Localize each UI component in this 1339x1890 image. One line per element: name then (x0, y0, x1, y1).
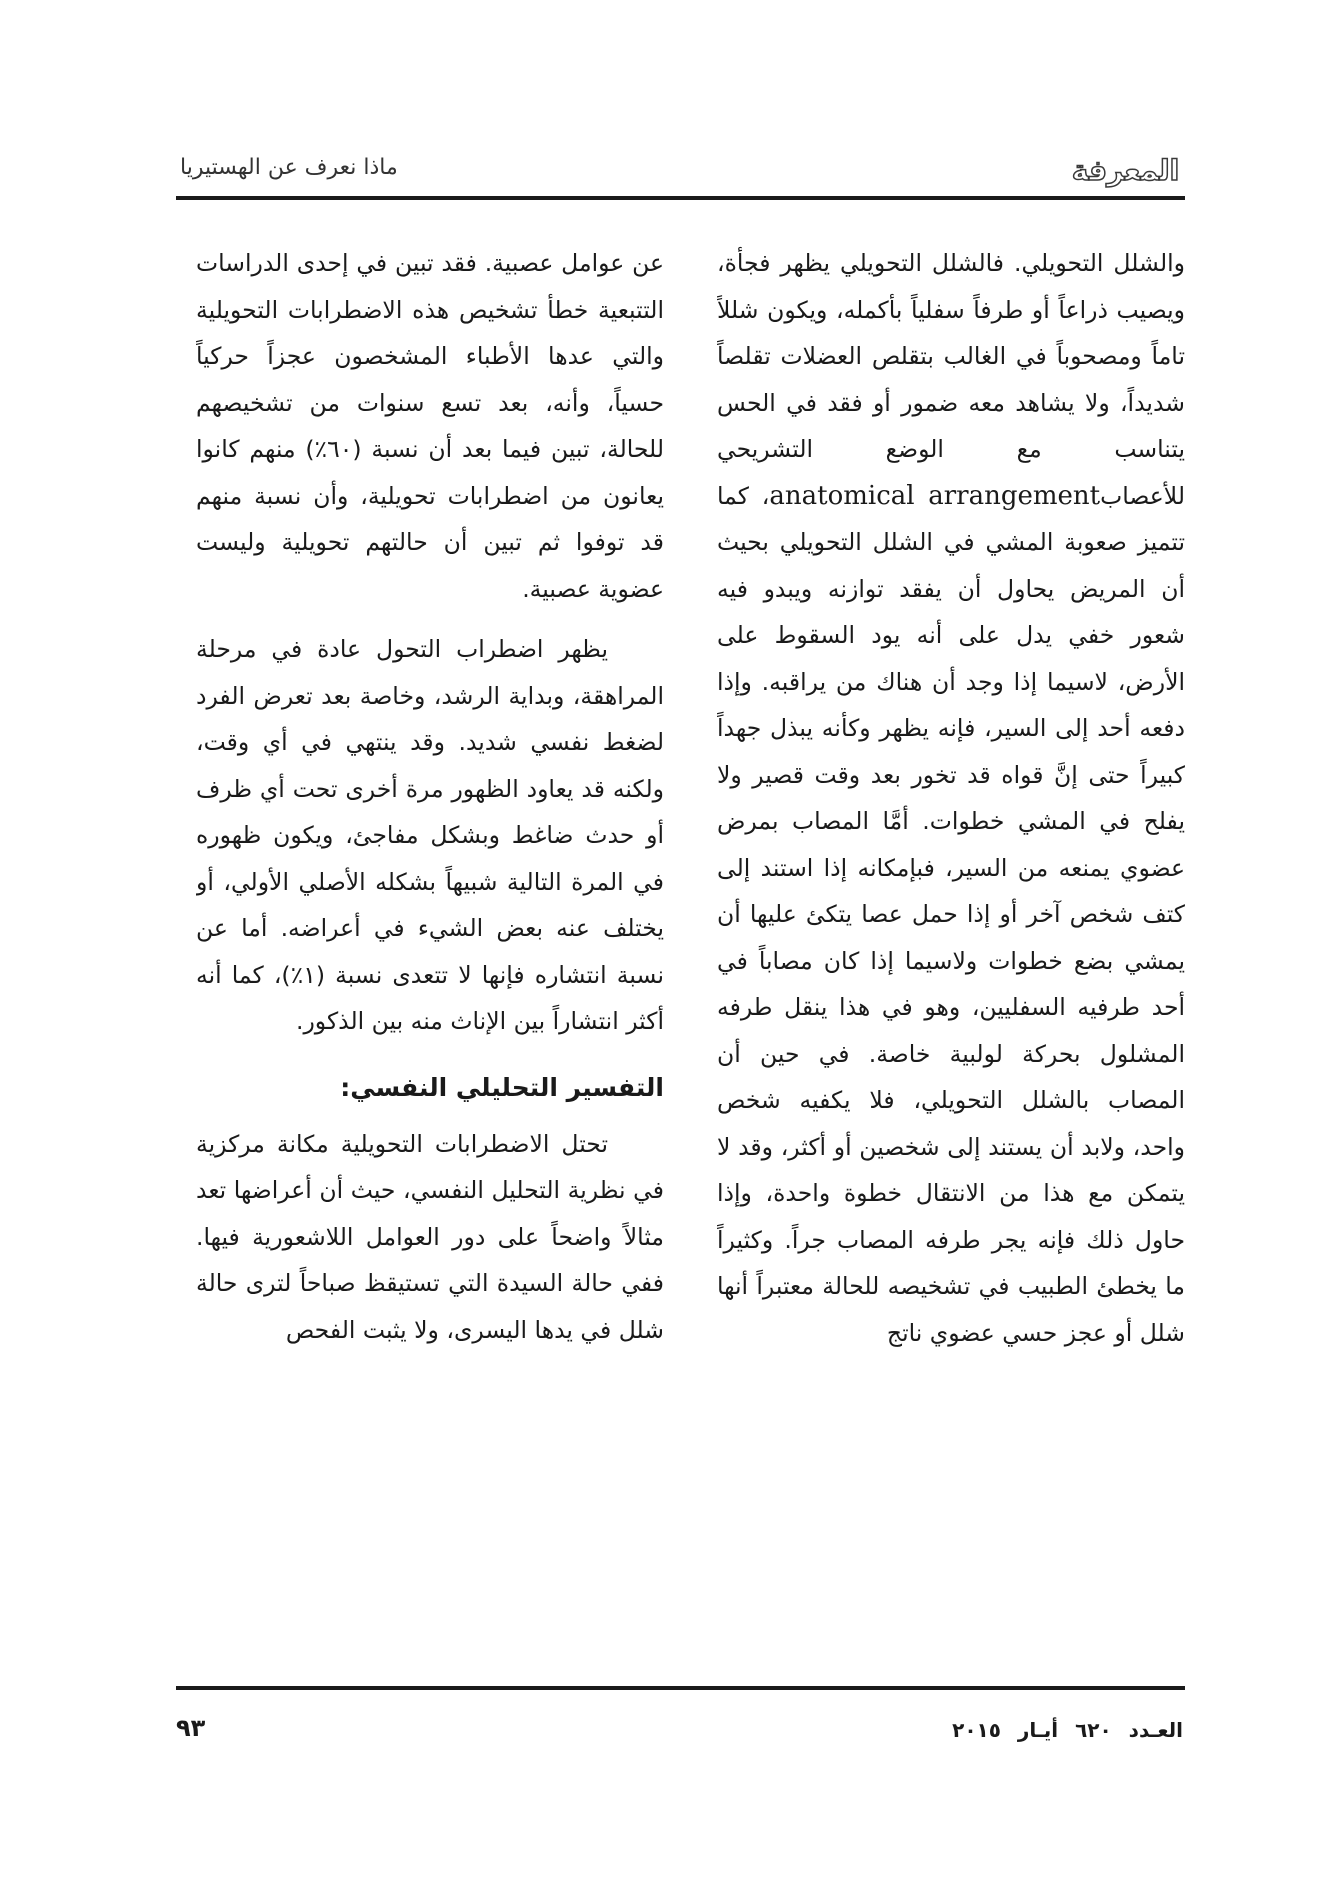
text-column-right (717, 240, 1185, 1670)
paragraph: تحتل الاضطرابات التحويلية مكانة مركزية في نظرية التحليل النفسي، حيث أن أعراضها تعد مثالاً واضحاً على دور العوامل اللاشعورية فيها. ففي حالة السيدة التي تستيقظ صباحاً لترى حالة شلل في يدها اليسرى، ولا يثبت الفحص (196, 1129, 664, 1344)
running-title: ماذا نعرف عن الهستيريا (180, 155, 398, 180)
paragraph-text: ، كما تتميز صعوبة المشي في الشلل التحويلي بحيث أن المريض يحاول أن يفقد توازنه ويبدو فيه شعور خفي يدل على أنه يود السقوط على الأرض، لاسيما إذا وجد أن هناك من يراقبه. وإذا دفعه أحد إلى السير، فإنه يظهر وكأنه يبذل جهداً كبيراً حتى إنَّ قواه قد تخور بعد وقت قصير ولا يفلح في المشي خطوات. أمَّا المصاب بمرض عضوي يمنعه من السير، فبإمكانه إذا استند إلى كتف شخص آخر أو إذا حمل عصا يتكئ عليها أن يمشي بضع خطوات ولاسيما إذا كان مصاباً في أحد طرفيه السفليين، وهو في هذا ينقل طرفه المشلول بحركة لولبية خاصة. في حين أن المصاب بالشلل التحويلي، فلا يكفيه شخص واحد، ولابد أن يستند إلى شخصين أو أكثر، وقد لا يتمكن مع هذا من الانتقال خطوة واحدة، وإذا حاول ذلك فإنه يجر طرفه المصاب جراً. وكثيراً ما يخطئ الطبيب في تشخيصه للحالة معتبراً أنها شلل أو عجز حسي عضوي ناتج (717, 481, 1185, 1347)
magazine-logo: المعرفة (1071, 154, 1180, 187)
issue-info: العـدد ٦٢٠ أيـار ٢٠١٥ (952, 1718, 1183, 1742)
paragraph: يظهر اضطراب التحول عادة في مرحلة المراهقة، وبداية الرشد، وخاصة بعد تعرض الفرد لضغط نفسي شديد. وقد ينتهي في أي وقت، ولكنه قد يعاود الظهور مرة أخرى تحت أي ظرف أو حدث ضاغط وبشكل مفاجئ، ويكون ظهوره في المرة التالية شبيهاً بشكله الأصلي الأولي، أو يختلف عنه بعض الشيء في أعراضه. أما عن نسبة انتشاره فإنها لا تتعدى نسبة (١٪)، كما أنه أكثر انتشاراً بين الإناث منه بين الذكور. (196, 635, 664, 1035)
paragraph: عن عوامل عصبية. فقد تبين في إحدى الدراسات التتبعية خطأ تشخيص هذه الاضطرابات التحويلية والتي عدها الأطباء المشخصون عجزاً حركياً حسياً، وأنه، بعد تسع سنوات من تشخيصهم للحالة، تبين فيما بعد أن نسبة (٦٠٪) منهم كانوا يعانون من اضطرابات تحويلية، وأن نسبة منهم قد توفوا ثم تبين أن حالتهم تحويلية وليست عضوية عصبية. (196, 249, 664, 603)
text-column-left (196, 240, 664, 1670)
section-heading: التفسير التحليلي النفسي: (340, 1072, 664, 1102)
header-rule (176, 196, 1185, 200)
page-number: ٩٣ (176, 1714, 206, 1742)
paragraph-text: والشلل التحويلي. فالشلل التحويلي يظهر فجأة، ويصيب ذراعاً أو طرفاً سفلياً بأكمله، ويكون شللاً تاماً ومصحوباً في الغالب بتقلص العضلات تقلصاً شديداً، ولا يشاهد معه ضمور أو فقد في الحس يتناسب مع الوضع التشريحي للأعصاب (717, 249, 1185, 510)
paragraph (717, 240, 1185, 1356)
latin-term: anatomical arrangement (769, 480, 1101, 511)
footer-rule (176, 1686, 1185, 1690)
